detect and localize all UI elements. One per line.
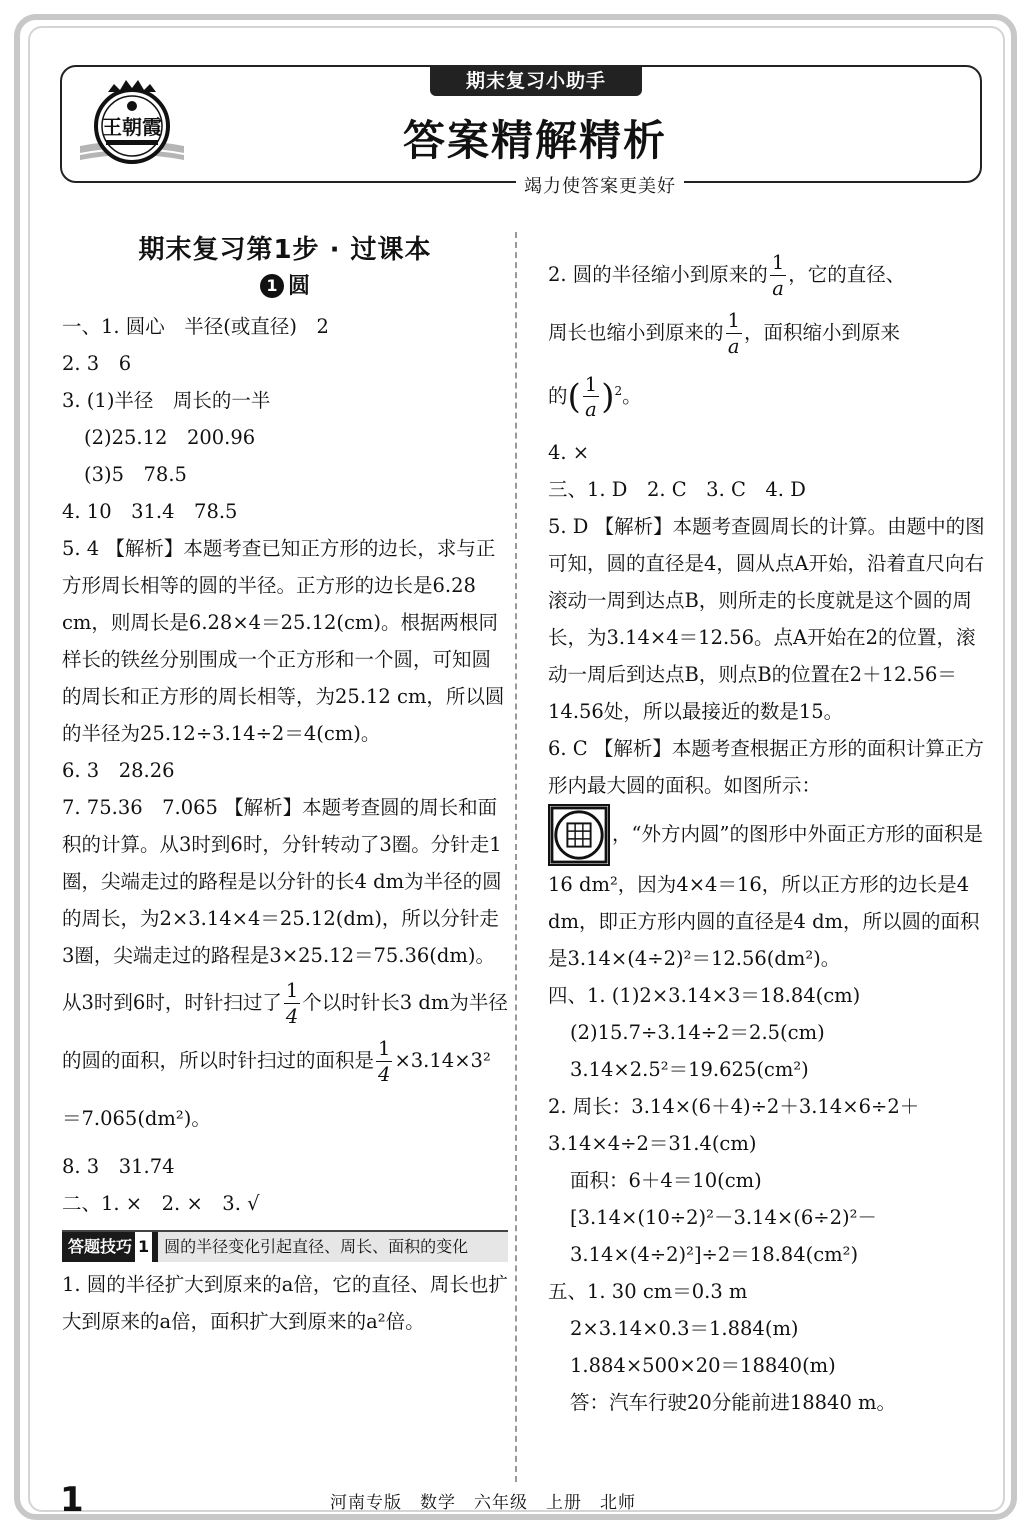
square-circle-figure	[548, 804, 610, 866]
answer-line: 四、1. (1)2×3.14×3＝18.84(cm)	[548, 984, 861, 1007]
answer-explanation: ，“外方内圆”的图形中外面正方形的面积是16 dm²，因为4×4＝16，所以正方形的边长是4 dm，即正方形内圆的直径是4 dm，所以圆的面积是3.14×(4÷2)²＝12.56(dm²)。	[548, 804, 988, 977]
answer-line: 2×3.14×0.3＝1.884(m)	[570, 1317, 799, 1340]
answer-line: 一、1. 圆心 半径(或直径) 2	[62, 315, 329, 338]
tip-title: 圆的半径变化引起直径、周长、面积的变化	[164, 1237, 469, 1256]
answer-line: 2. 3 6	[62, 352, 132, 375]
fraction-one-over-a: $\frac{1}{a}$	[584, 372, 598, 421]
answer-line: 二、1. × 2. × 3. √	[62, 1192, 260, 1215]
header-slogan: 竭力使答案更美好	[516, 172, 684, 198]
section-title: 期末复习第1步 · 过课本	[138, 235, 432, 265]
page-title: 答案精解精析	[402, 116, 667, 165]
publisher-logo	[76, 76, 188, 172]
answer-line: 8. 3 31.74	[62, 1155, 175, 1178]
answer-explanation: 从3时到6时，时针扫过了 $\frac{1}{4}$ 个以时针长3 dm为半径的圆的面积，所以时针扫过的面积是 $\frac{1}{4}$ ×3.14×3²＝7.065(dm²)。	[62, 979, 508, 1130]
fraction-one-quarter: $\frac{1}{4}$	[378, 1037, 391, 1086]
answer-line: 3. (1)半径 周长的一半	[62, 389, 271, 412]
fraction-one-over-a: $\frac{1}{a}$	[727, 309, 740, 358]
tip-text: 的( $\frac{1}{a}$ )$^2$。	[548, 372, 642, 421]
answer-line: 面积：6＋4＝10(cm)	[570, 1169, 762, 1192]
answer-explanation: 5. D 【解析】本题考查圆周长的计算。由题中的图可知，圆的直径是4，圆从点A开始，沿着直尺向右滚动一周到达点B，则所走的长度就是这个圆的周长，为3.14×4＝12.56。点A开始在2的位置，滚动一周后到达点B，则点B的位置在2＋12.56＝14.56处，所以最接近的数是15。	[548, 515, 985, 723]
footer-info: 河南专版 数学 六年级 上册 北师	[330, 1493, 636, 1513]
answer-line: 三、1. D 2. C 3. C 4. D	[548, 478, 806, 501]
answer-line: 2. 周长：3.14×(6＋4)÷2＋3.14×6÷2＋3.14×4÷2＝31.4(cm)	[548, 1095, 920, 1155]
unit-title	[62, 270, 508, 304]
answer-explanation: 6. C 【解析】本题考查根据正方形的面积计算正方形内最大圆的面积。如图所示：	[548, 737, 984, 797]
tip-label: 答题技巧 1	[62, 1232, 158, 1262]
tip-banner	[62, 1230, 508, 1262]
answer-line: 6. 3 28.26	[62, 759, 175, 782]
tip-text: 2. 圆的半径缩小到原来的 $\frac{1}{a}$ ，它的直径、	[548, 251, 906, 300]
fraction-one-over-a: $\frac{1}{a}$	[771, 251, 785, 300]
answer-line: 4. 10 31.4 78.5	[62, 500, 238, 523]
answer-line: (3)5 78.5	[84, 463, 187, 486]
page-number: 1	[60, 1480, 84, 1520]
tip-text: 1. 圆的半径扩大到原来的a倍，它的直径、周长也扩大到原来的a倍，面积扩大到原来的a²倍。	[62, 1273, 508, 1333]
answer-explanation: 7. 75.36 7.065 【解析】本题考查圆的周长和面积的计算。从3时到6时，分针转动了3圈。分针走1圈，尖端走过的路程是以分针的长4 dm为半径的圆的周长，为2×3.14×4＝25.12(dm)，所以分针走3圈，尖端走过的路程是3×25.12＝75.36(dm)。	[62, 796, 502, 967]
answer-line: (2)25.12 200.96	[84, 426, 256, 449]
answer-line: [3.14×(10÷2)²－3.14×(6÷2)²－3.14×(4÷2)²]÷2＝18.84(cm²)	[570, 1206, 877, 1266]
fraction-one-quarter: $\frac{1}{4}$	[285, 979, 299, 1028]
header-tag: 期末复习小助手	[430, 66, 642, 96]
answer-line: 五、1. 30 cm＝0.3 m	[548, 1280, 748, 1303]
answer-line: 4. ×	[548, 441, 590, 464]
column-divider	[515, 232, 517, 1482]
answer-explanation: 5. 4 【解析】本题考查已知正方形的边长，求与正方形周长相等的圆的半径。正方形的边长是6.28 cm，则周长是6.28×4＝25.12(cm)。根据两根同样长的铁丝分别围成一个正方形和一个圆，可知圆的周长和正方形的周长相等，为25.12 cm，所以圆的半径为25.12÷3.14÷2＝4(cm)。	[62, 537, 505, 745]
unit-number-badge: 1	[260, 274, 284, 298]
answer-line: 3.14×2.5²＝19.625(cm²)	[570, 1058, 809, 1081]
tip-text: 周长也缩小到原来的 $\frac{1}{a}$ ，面积缩小到原来	[548, 309, 900, 358]
right-column	[548, 246, 988, 1421]
answer-line: 1.884×500×20＝18840(m)	[570, 1354, 836, 1377]
answer-line: 答：汽车行驶20分能前进18840 m。	[570, 1391, 897, 1414]
unit-name: 圆	[287, 274, 310, 299]
answer-line: (2)15.7÷3.14÷2＝2.5(cm)	[570, 1021, 825, 1044]
logo-text: 王朝霞	[102, 115, 162, 139]
left-column	[62, 230, 508, 1340]
